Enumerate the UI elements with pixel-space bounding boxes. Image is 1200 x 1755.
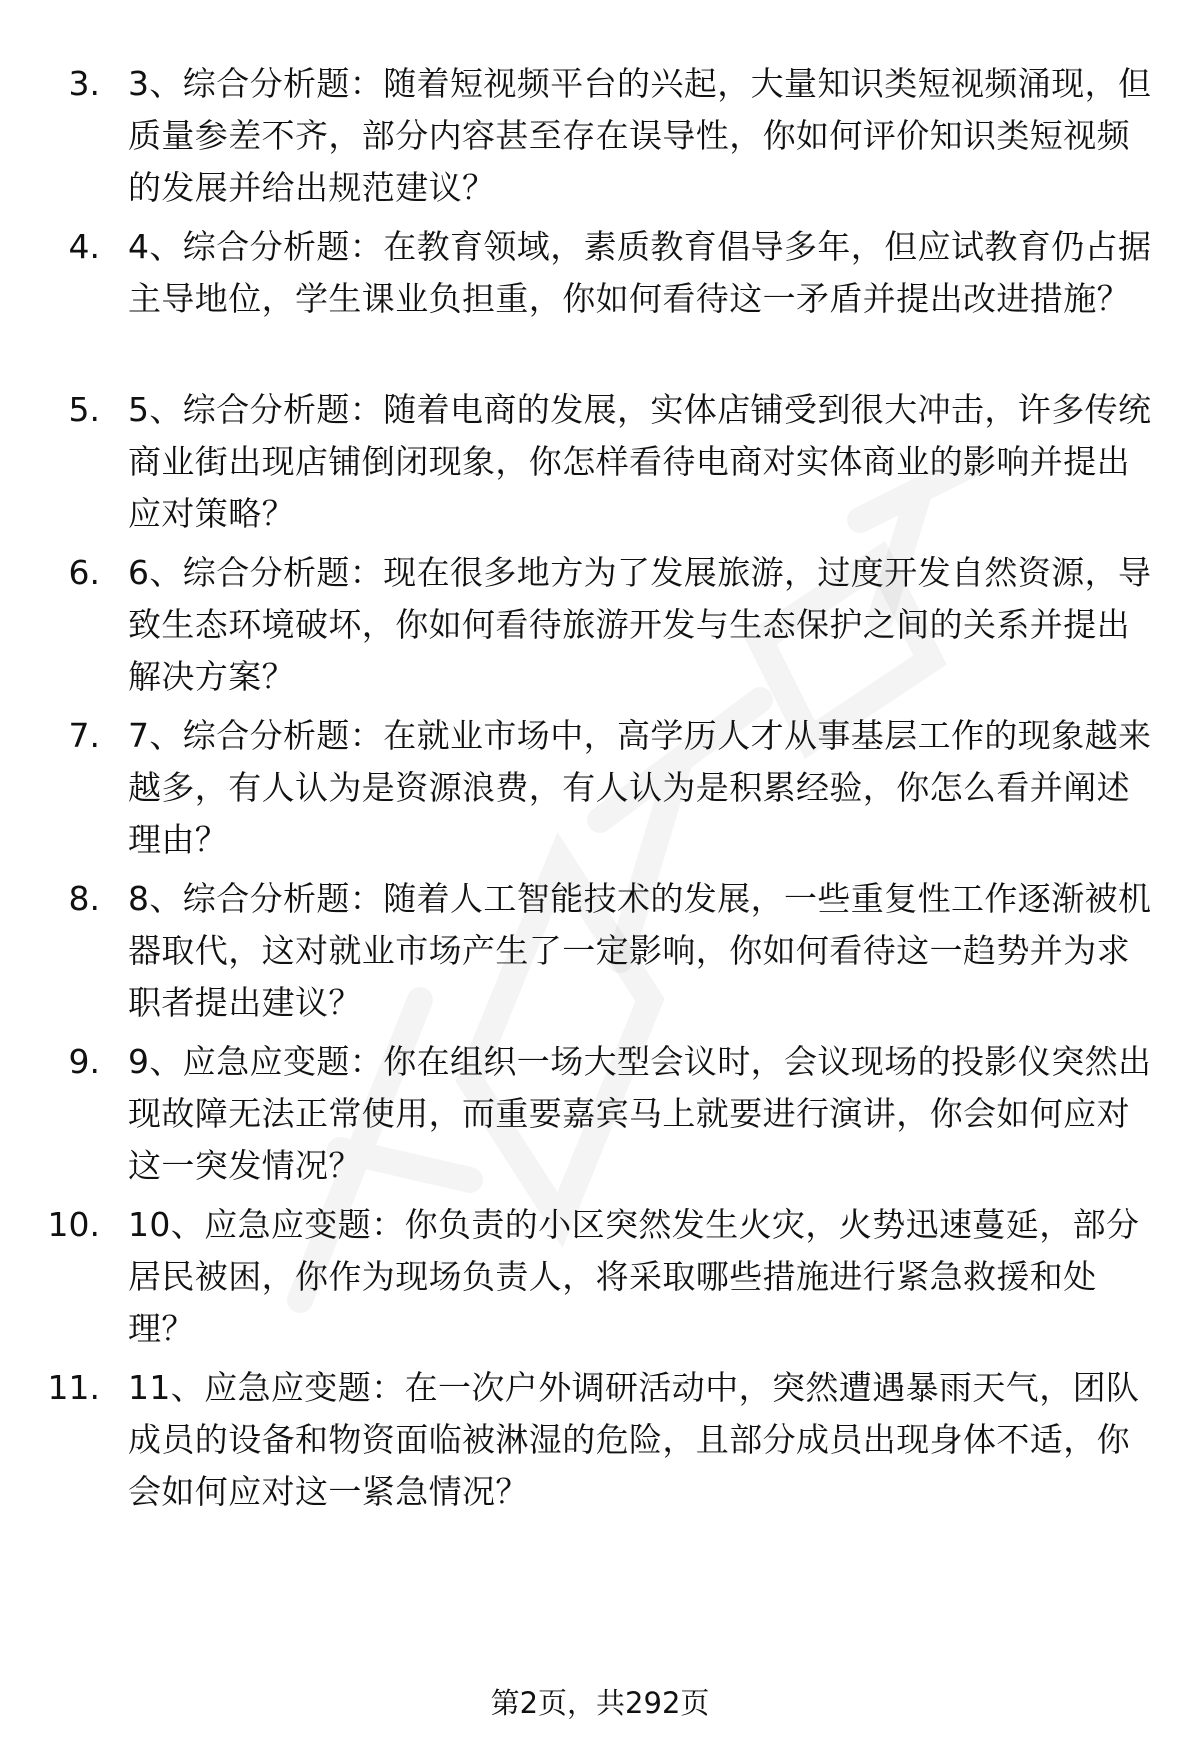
question-text: 10、应急应变题：你负责的小区突然发生火灾，火势迅速蔓延，部分居民被困，你作为现场负责人，将采取哪些措施进行紧急救援和处理？	[128, 1205, 1140, 1348]
question-number: 11.	[47, 1368, 100, 1407]
question-number: 10.	[47, 1205, 100, 1244]
list-item	[0, 710, 1200, 880]
question-text: 8、综合分析题：随着人工智能技术的发展，一些重复性工作逐渐被机器取代，这对就业市场产生了一定影响，你如何看待这一趋势并为求职者提出建议？	[128, 879, 1152, 1022]
question-text: 4、综合分析题：在教育领域，素质教育倡导多年，但应试教育仍占据主导地位，学生课业负担重，你如何看待这一矛盾并提出改进措施？	[128, 227, 1152, 318]
question-text: 3、综合分析题：随着短视频平台的兴起，大量知识类短视频涌现，但质量参差不齐，部分内容甚至存在误导性，你如何评价知识类短视频的发展并给出规范建议？	[128, 64, 1152, 207]
list-item	[0, 1199, 1200, 1369]
list-item	[0, 221, 1200, 391]
question-number: 5.	[68, 390, 100, 429]
list-item	[0, 873, 1200, 1043]
question-number: 3.	[68, 64, 100, 103]
question-number: 9.	[68, 1042, 100, 1081]
list-item	[0, 1362, 1200, 1532]
question-number: 8.	[68, 879, 100, 918]
list-item	[0, 547, 1200, 717]
question-number: 6.	[68, 553, 100, 592]
question-text: 11、应急应变题：在一次户外调研活动中，突然遭遇暴雨天气，团队成员的设备和物资面临被淋湿的危险，且部分成员出现身体不适，你会如何应对这一紧急情况？	[128, 1368, 1140, 1511]
question-text: 5、综合分析题：随着电商的发展，实体店铺受到很大冲击，许多传统商业街出现店铺倒闭现象，你怎样看待电商对实体商业的影响并提出应对策略？	[128, 390, 1152, 533]
question-number: 7.	[68, 716, 100, 755]
list-item	[0, 1036, 1200, 1206]
page-footer: 第2页，共292页	[490, 1686, 710, 1720]
question-text: 9、应急应变题：你在组织一场大型会议时，会议现场的投影仪突然出现故障无法正常使用，而重要嘉宾马上就要进行演讲，你会如何应对这一突发情况？	[128, 1042, 1152, 1185]
list-item	[0, 58, 1200, 228]
list-item	[0, 384, 1200, 554]
question-number: 4.	[68, 227, 100, 266]
question-text: 6、综合分析题：现在很多地方为了发展旅游，过度开发自然资源，导致生态环境破坏，你如何看待旅游开发与生态保护之间的关系并提出解决方案？	[128, 553, 1152, 696]
question-text: 7、综合分析题：在就业市场中，高学历人才从事基层工作的现象越来越多，有人认为是资源浪费，有人认为是积累经验，你怎么看并阐述理由？	[128, 716, 1152, 859]
